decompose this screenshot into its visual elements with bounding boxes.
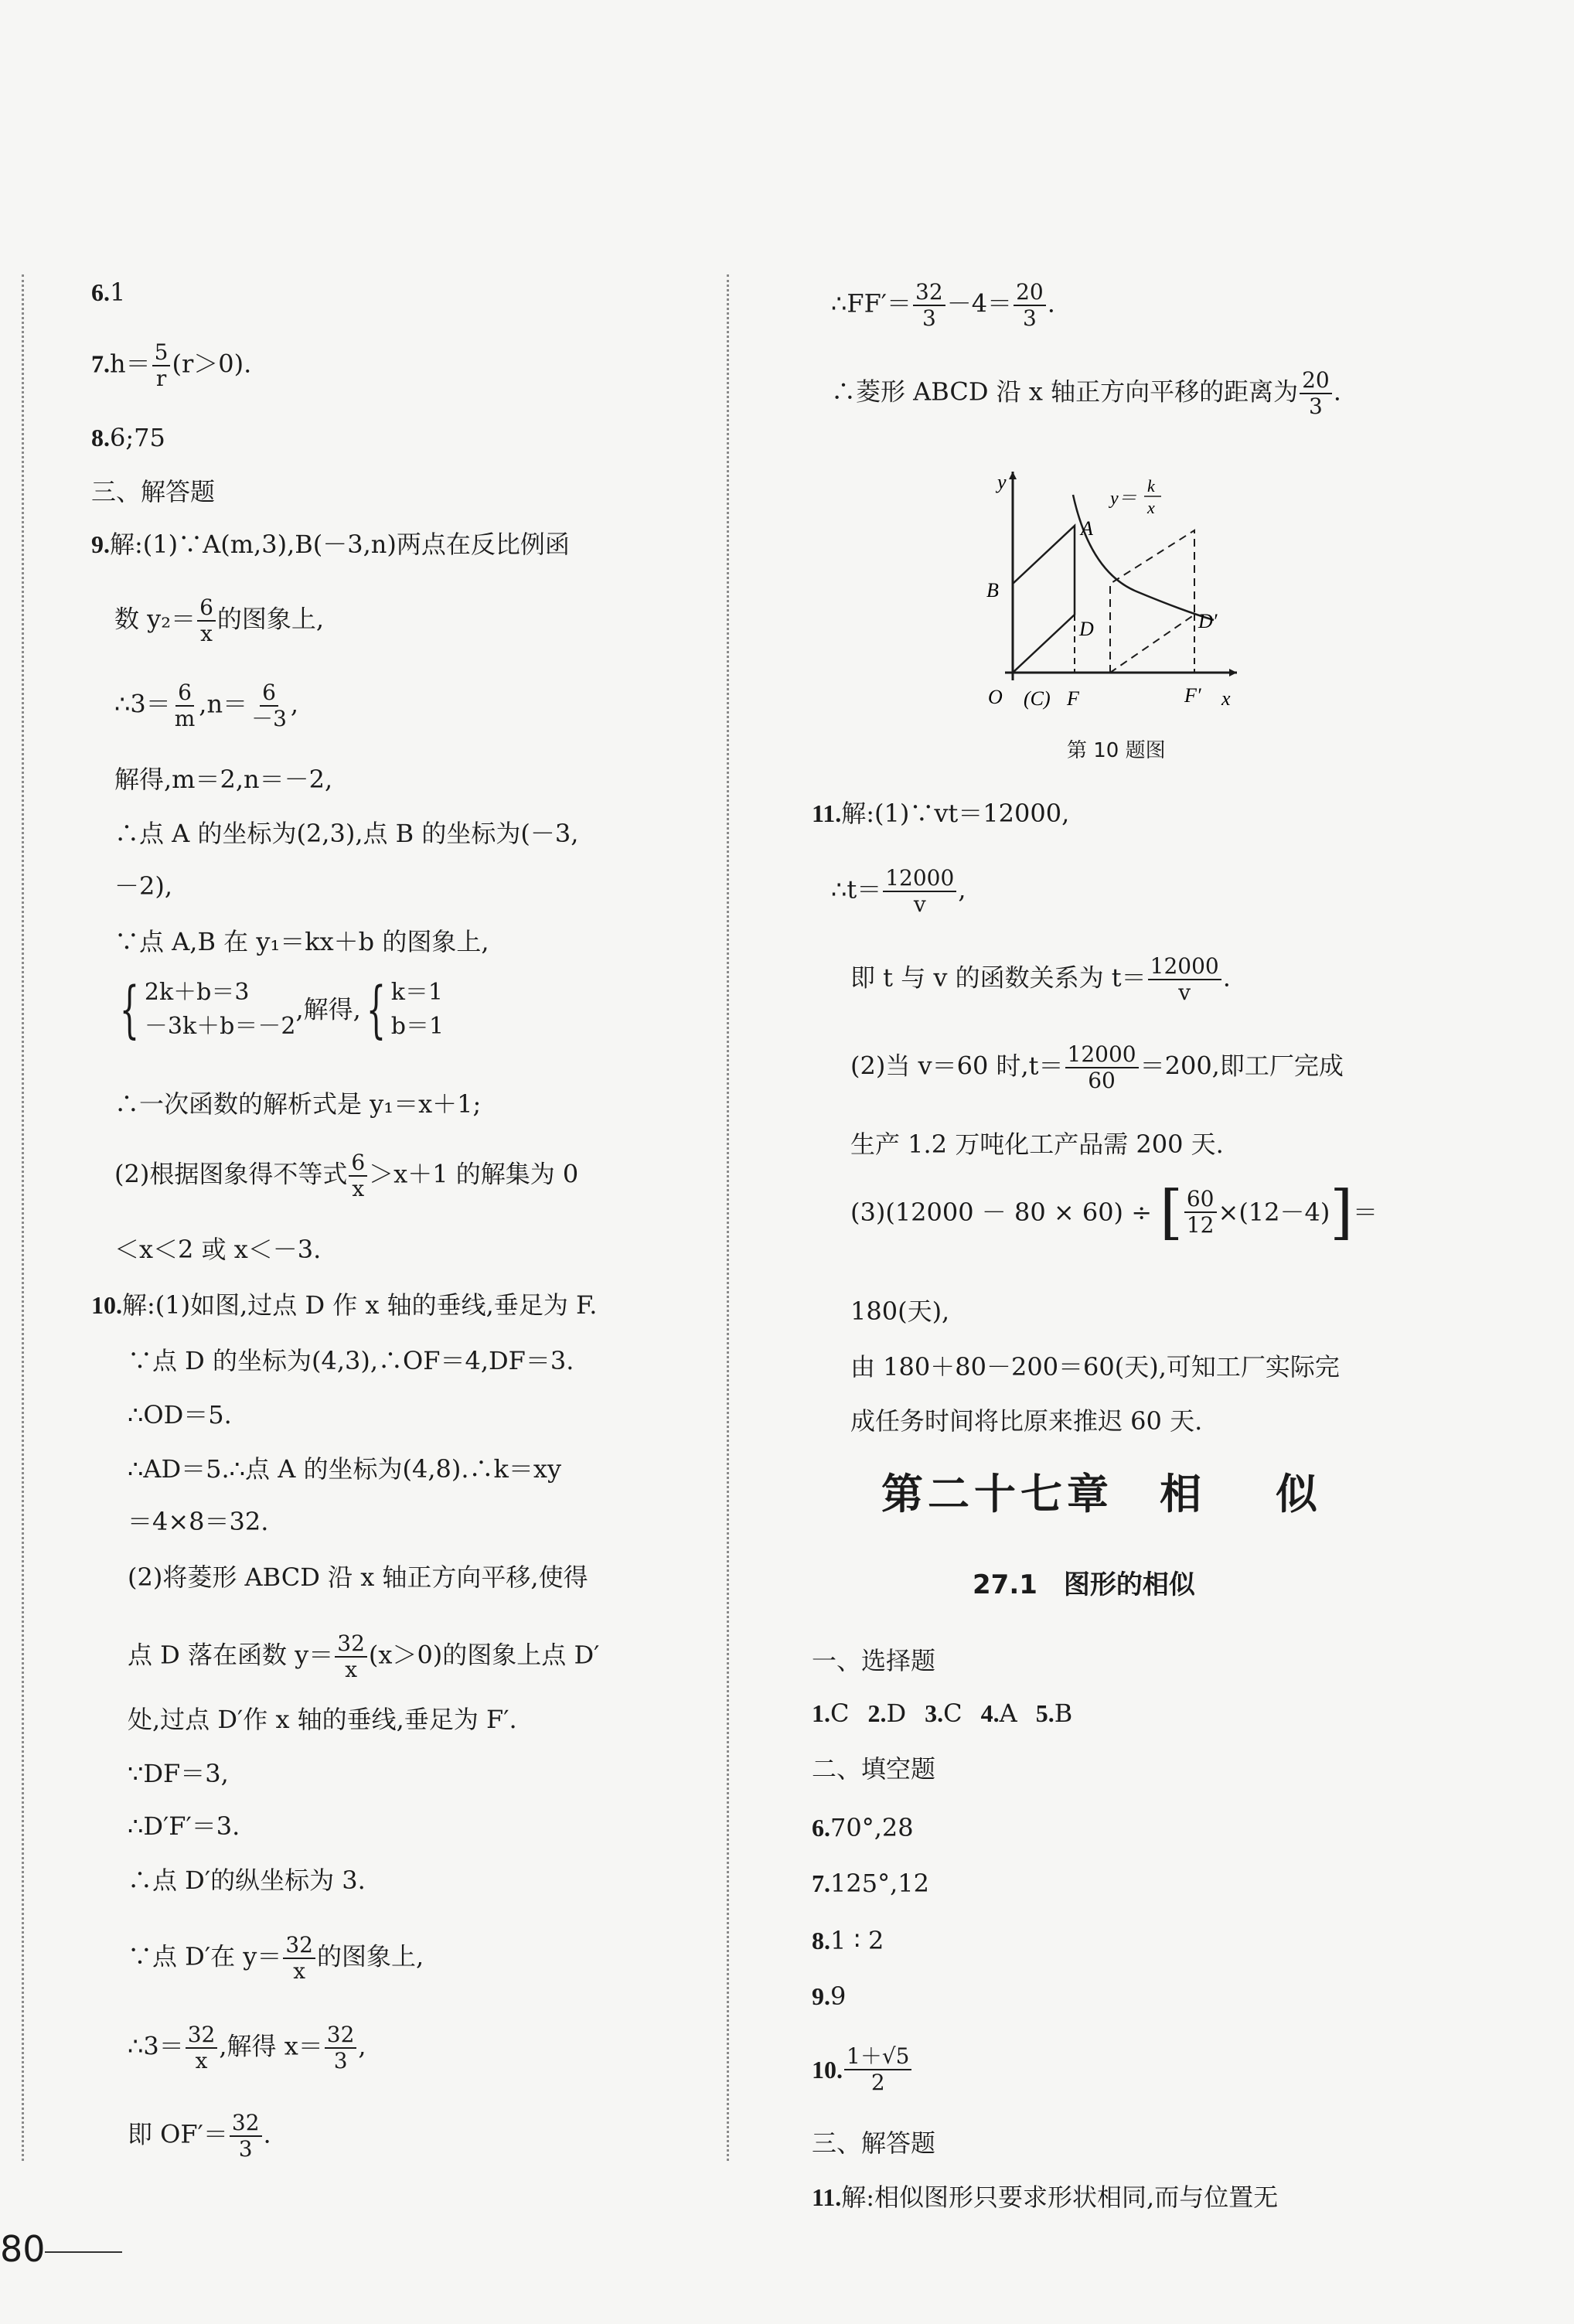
fraction: $\frac{1+√5}{2}$ xyxy=(844,2044,911,2095)
figure-10-diagram xyxy=(959,456,1252,719)
answer-9-line-10: (2)根据图象得不等式 $\frac{6}{x}$ ＞x＋1 的解集为 0 xyxy=(114,1150,579,1202)
answer-11-line-1: 11.解:(1)∵vt＝12000, xyxy=(812,799,1070,828)
fraction: $\frac{6}{m}$ xyxy=(174,680,196,732)
answer-10-line-6: (2)将菱形 ABCD 沿 x 轴正方向平移,使得 xyxy=(128,1562,588,1592)
label-O: O xyxy=(988,686,1003,708)
label-Fprime: F′ xyxy=(1184,684,1201,707)
fraction: $\frac{5}{r}$ xyxy=(152,340,171,391)
answer-9-line-4: 解得,m＝2,n＝－2, xyxy=(114,765,333,794)
label-Dprime: D′ xyxy=(1198,610,1218,632)
answer-10-line-11: ∴点 D′的纵坐标为 3. xyxy=(128,1866,366,1895)
label-kx-x: x xyxy=(1147,498,1155,517)
fill-answer-9: 9.9 xyxy=(812,1982,847,2011)
fraction: $\frac{32}{x}$ xyxy=(186,2022,218,2074)
page-number-rule xyxy=(45,2251,122,2253)
brace: { xyxy=(119,973,140,1045)
heading-solve: 三、解答题 xyxy=(91,477,216,506)
label-F: F xyxy=(1067,687,1079,710)
section-title: 27.1 图形的相似 xyxy=(973,1569,1195,1600)
answer-11b-line-1: 11.解:相似图形只要求形状相同,而与位置无 xyxy=(812,2183,1279,2212)
fraction: $\frac{12000}{v}$ xyxy=(883,866,956,917)
label-C: (C) xyxy=(1024,687,1051,710)
heading-solve-2: 三、解答题 xyxy=(812,2128,936,2158)
answer-11-line-9: 成任务时间将比原来推迟 60 天. xyxy=(850,1406,1203,1436)
answer-10-line-12: ∵点 D′在 y＝ $\frac{32}{x}$ 的图象上, xyxy=(128,1932,424,1985)
answer-10-line-5: ＝4×8＝32. xyxy=(128,1507,269,1536)
choice-answers: 1.C 2.D 3.C 4.A 5.B xyxy=(812,1699,1073,1728)
answer-10-line-8: 处,过点 D′作 x 轴的垂线,垂足为 F′. xyxy=(128,1705,517,1734)
translated-rhombus xyxy=(1110,530,1194,673)
fraction: $\frac{12000}{v}$ xyxy=(1148,954,1221,1005)
answer-10-line-1: 10.解:(1)如图,过点 D 作 x 轴的垂线,垂足为 F. xyxy=(91,1290,598,1320)
fraction: $\frac{32}{x}$ xyxy=(283,1933,315,1984)
answer-10-line-10: ∴D′F′＝3. xyxy=(128,1811,240,1841)
brace: { xyxy=(366,973,387,1045)
answer-10-line-16: ∴菱形 ABCD 沿 x 轴正方向平移的距离为 $\frac{20}{3}$ . xyxy=(831,367,1341,420)
answer-9-line-1: 9.解:(1)∵A(m,3),B(－3,n)两点在反比例函 xyxy=(91,530,570,559)
answer-10-line-7: 点 D 落在函数 y＝ $\frac{32}{x}$ (x＞0)的图象上点 D′ xyxy=(128,1631,600,1683)
answer-9-line-9: ∴一次函数的解析式是 y₁＝x＋1; xyxy=(114,1089,482,1119)
fill-answer-6: 6.70°,28 xyxy=(812,1813,914,1842)
left-margin-divider xyxy=(22,274,24,2161)
page-number: 80 xyxy=(0,2228,46,2270)
column-divider xyxy=(727,274,729,2161)
answer-11-line-5: 生产 1.2 万吨化工产品需 200 天. xyxy=(850,1130,1224,1159)
fill-answer-10: 10. $\frac{1+√5}{2}$ xyxy=(812,2044,913,2095)
fraction: $\frac{6}{-3}$ xyxy=(251,680,287,732)
answer-8: 8.6;75 xyxy=(91,423,165,452)
chapter-title: 第二十七章 相 似 xyxy=(881,1470,1322,1518)
answer-9-line-6: －2), xyxy=(114,871,173,901)
label-B: B xyxy=(986,579,999,601)
answer-10-line-9: ∵DF＝3, xyxy=(128,1759,229,1788)
answer-11-line-2: ∴t＝ $\frac{12000}{v}$ , xyxy=(831,865,966,918)
answer-11-line-3: 即 t 与 v 的函数关系为 t＝ $\frac{12000}{v}$ . xyxy=(850,953,1231,1006)
answer-10-line-14: 即 OF′＝ $\frac{32}{3}$ . xyxy=(128,2110,271,2162)
answer-10-line-15: ∴FF′＝ $\frac{32}{3}$ －4＝ $\frac{20}{3}$ . xyxy=(831,279,1055,332)
answer-10-line-3: ∴OD＝5. xyxy=(128,1400,232,1429)
x-axis-arrow xyxy=(1229,669,1237,676)
answer-9-line-2: 数 y₂＝ $\frac{6}{x}$ 的图象上, xyxy=(114,595,325,647)
answer-10-line-13: ∴3＝ $\frac{32}{x}$ ,解得 x＝ $\frac{32}{3}$ , xyxy=(128,2022,366,2074)
rhombus-abcd xyxy=(1013,526,1075,673)
answer-10-line-4: ∴AD＝5.∴点 A 的坐标为(4,8).∴k＝xy xyxy=(128,1454,562,1484)
hyperbola-curve xyxy=(1073,495,1214,620)
y-axis-arrow xyxy=(1009,472,1017,479)
fraction: $\frac{32}{3}$ xyxy=(230,2111,262,2162)
label-y: y xyxy=(997,471,1007,493)
answer-9-line-7: ∵点 A,B 在 y₁＝kx＋b 的图象上, xyxy=(114,927,489,956)
figure-caption: 第 10 题图 xyxy=(1067,739,1166,762)
fill-answer-7: 7.125°,12 xyxy=(812,1869,929,1898)
fraction: $\frac{60}{12}$ xyxy=(1184,1187,1217,1238)
answer-11-line-7: 180(天), xyxy=(850,1297,950,1326)
label-k: k xyxy=(1147,476,1155,496)
label-x: x xyxy=(1221,687,1231,710)
answer-9-line-3: ∴3＝ $\frac{6}{m}$ ,n＝ $\frac{6}{-3}$ , xyxy=(114,680,299,732)
fraction: $\frac{6}{x}$ xyxy=(349,1150,367,1201)
fraction: $\frac{12000}{60}$ xyxy=(1065,1042,1139,1093)
answer-9-line-11: ＜x＜2 或 x＜－3. xyxy=(114,1235,322,1264)
fraction: $\frac{32}{x}$ xyxy=(335,1631,367,1682)
label-A: A xyxy=(1081,517,1093,540)
equation-system: { 2k＋b＝3 －3k＋b＝－2 ,解得,{ k＝1 b＝1 xyxy=(119,973,445,1045)
heading-choice: 一、选择题 xyxy=(812,1646,936,1675)
answer-11-line-8: 由 180＋80－200＝60(天),可知工厂实际完 xyxy=(850,1352,1340,1382)
heading-fill: 二、填空题 xyxy=(812,1754,936,1784)
fraction: $\frac{32}{3}$ xyxy=(913,280,945,331)
fill-answer-8: 8.1 ∶ 2 xyxy=(812,1926,884,1955)
label-D: D xyxy=(1079,618,1094,640)
fraction: $\frac{6}{x}$ xyxy=(197,595,216,646)
fraction: $\frac{20}{3}$ xyxy=(1300,368,1332,419)
answer-11-line-4: (2)当 v＝60 时,t＝ $\frac{12000}{60}$ ＝200,即工厂完成 xyxy=(850,1041,1344,1094)
answer-11-line-6: (3)(12000 － 80 × 60) ÷ [ $\frac{60}{12}$ ×(12－4)]＝ xyxy=(850,1177,1378,1246)
fraction: $\frac{20}{3}$ xyxy=(1014,280,1046,331)
answer-6: 6.1 xyxy=(91,278,126,307)
answer-10-line-2: ∵点 D 的坐标为(4,3),∴OF＝4,DF＝3. xyxy=(128,1346,574,1375)
answer-7: 7.h＝ $\frac{5}{r}$ (r＞0). xyxy=(91,339,252,392)
fraction: $\frac{32}{3}$ xyxy=(325,2022,357,2074)
answer-9-line-5: ∴点 A 的坐标为(2,3),点 B 的坐标为(－3, xyxy=(114,819,579,848)
label-yeq: y＝ xyxy=(1110,489,1137,509)
